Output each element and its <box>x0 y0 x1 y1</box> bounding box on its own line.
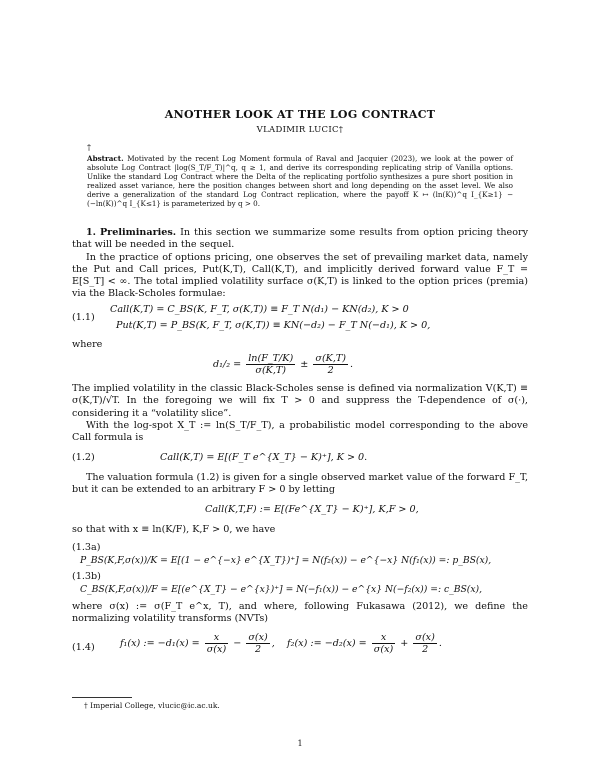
eq-1-4-right: f₂(x) := −d₂(x) = <box>287 638 367 649</box>
abstract <box>87 154 513 209</box>
paragraph-4: With the log-spot X_T := ln(S_T/F_T), a probabilistic model corresponding to the above Call formula is <box>72 419 528 444</box>
eq-1-4-frac-1 <box>205 632 228 655</box>
eq-1-1-label: (1.1) <box>72 312 95 323</box>
eq-1-4-label: (1.4) <box>72 642 95 653</box>
footnote: † Imperial College, vlucic@ic.ac.uk. <box>84 701 220 710</box>
where-1: where <box>72 339 103 350</box>
eq-1-1-line-1: Call(K,T) = C_BS(K, F_T, σ(K,T)) ≡ F_T N(d₁) − KN(d₂), K > 0 <box>110 304 409 315</box>
eq-1-4-num-2: σ(x) <box>248 632 268 643</box>
d12-fraction-1 <box>246 353 295 376</box>
eq-1-4-den-2: 2 <box>255 644 262 655</box>
section-number: 1. <box>86 227 97 238</box>
eq-1-1-line-2: Put(K,T) = P_BS(K, F_T, σ(K,T)) ≡ KN(−d₂) − F_T N(−d₁), K > 0, <box>116 320 431 331</box>
eq-1-2: Call(K,T) = E[(F_T e^{X_T} − K)⁺], K > 0. <box>160 452 368 463</box>
d12-formula: d₁/₂ = $\frac{\ln(F\_T/K)}{\sigma(K,T)}$ ± $\frac{\sigma(K,T)}{2}$ . <box>213 353 354 376</box>
paragraph-3: The implied volatility in the classic Black-Scholes sense is defined via normalization V(K,T) ≡ σ(K,T)/√T. In the foregoing we will fix T > 0 and suppress the T-dependence of σ(·), considering it a “volatility slice”. <box>72 383 528 419</box>
d12-pm: ± <box>300 359 309 370</box>
affiliation-marker: † <box>87 143 91 152</box>
section-intro <box>72 227 528 301</box>
eq-1-4-den-1: σ(x) <box>206 644 227 655</box>
d12-num-1: ln(F_T/K) <box>248 353 294 364</box>
paragraph-2: In the practice of options pricing, one observes the set of prevailing market data, namely the Put and Call prices, Put(K,T), Call(K,T), and implicitly derived forward value F_T = E[S_T] < ∞. The total implied volatility surface σ(K,T) is linked to the option prices (premia) via the Black-Scholes formulae: <box>72 251 528 300</box>
eq-1-4: f₁(x) := −d₁(x) = $\frac{x}{\sigma(x)}$ − $\frac{\sigma(x)}{2}$ , f₂(x) := −d₂(x) = $\frac{x}{\sigma(x)}$ + $\frac{\sigma(x)}{2}$ . <box>120 632 442 655</box>
eq-1-4-frac-2 <box>246 632 269 655</box>
d12-fraction-2 <box>313 353 348 376</box>
eq-1-4-frac-4 <box>413 632 436 655</box>
eq-call-f: Call(K,T,F) := E[(Fe^{X_T} − K)⁺], K,F > 0, <box>205 504 419 515</box>
eq-1-3a-label: (1.3a) <box>72 542 101 553</box>
d12-den-2: 2 <box>327 365 334 376</box>
eq-1-4-frac-3 <box>372 632 395 655</box>
eq-1-3b: C_BS(K,F,σ(x))/F = E[(e^{X_T} − e^{x})⁺] = N(−f₁(x)) − e^{x} N(−f₂(x)) =: c_BS(x), <box>80 584 483 595</box>
page-number: 1 <box>297 739 303 748</box>
paragraph-5: The valuation formula (1.2) is given for a single observed market value of the forward F_T, but it can be extended to an arbitrary F > 0 by letting <box>72 472 528 496</box>
paragraph-1: In this section we summarize some results from option pricing theory that will be needed in the sequel. <box>72 227 528 251</box>
eq-1-4-num-1: x <box>205 632 228 644</box>
eq-1-2-label: (1.2) <box>72 452 95 463</box>
eq-1-4-left: f₁(x) := −d₁(x) = <box>120 638 200 649</box>
paragraph-7: where σ(x) := σ(F_T e^x, T), and where, following Fukasawa (2012), we define the normalizing volatility transforms (NVTs) <box>72 601 528 625</box>
paper-author: VLADIMIR LUCIC† <box>256 125 344 135</box>
d12-lhs: d₁/₂ = <box>213 359 242 370</box>
abstract-text: Motivated by the recent Log Moment formula of Raval and Jacquier (2023), we look at the power of absolute Log Contract |log(S_T/F_T)|^q, q ≥ 1, and derive its corresponding replicating strip of Vanilla options. Unlike the standard Log Contract where the Delta of the replicating portfolio synthesizes a pure short position in realized asset variance, here the position changes between short and long depending on the asset level. We also derive a generalization of the standard Log Contract replication, where the payoff K ↦ (ln(K))^q I_{K≥1} − (−ln(K))^q I_{K≤1} is parameterized by q > 0. <box>87 154 513 209</box>
section-title: Preliminaries. <box>99 227 177 238</box>
eq-1-4-num-3: x <box>372 632 395 644</box>
paragraph-6: so that with x ≡ ln(K/F), K,F > 0, we have <box>72 524 276 535</box>
footnote-divider <box>72 697 132 698</box>
eq-1-4-num-4: σ(x) <box>415 632 435 643</box>
paper-title: ANOTHER LOOK AT THE LOG CONTRACT <box>164 108 436 121</box>
eq-1-3a: P_BS(K,F,σ(x))/K = E[(1 − e^{−x} e^{X_T})⁺] = N(f₂(x)) − e^{−x} N(f₁(x)) =: p_BS(x), <box>80 555 492 566</box>
d12-den-1: σ(K,T) <box>255 365 287 376</box>
abstract-label: Abstract. <box>87 154 124 163</box>
d12-num-2: σ(K,T) <box>315 353 347 364</box>
paragraph-3-block <box>72 383 528 444</box>
eq-1-4-den-3: σ(x) <box>373 644 394 655</box>
eq-1-4-den-4: 2 <box>422 644 429 655</box>
eq-1-3b-label: (1.3b) <box>72 571 101 582</box>
